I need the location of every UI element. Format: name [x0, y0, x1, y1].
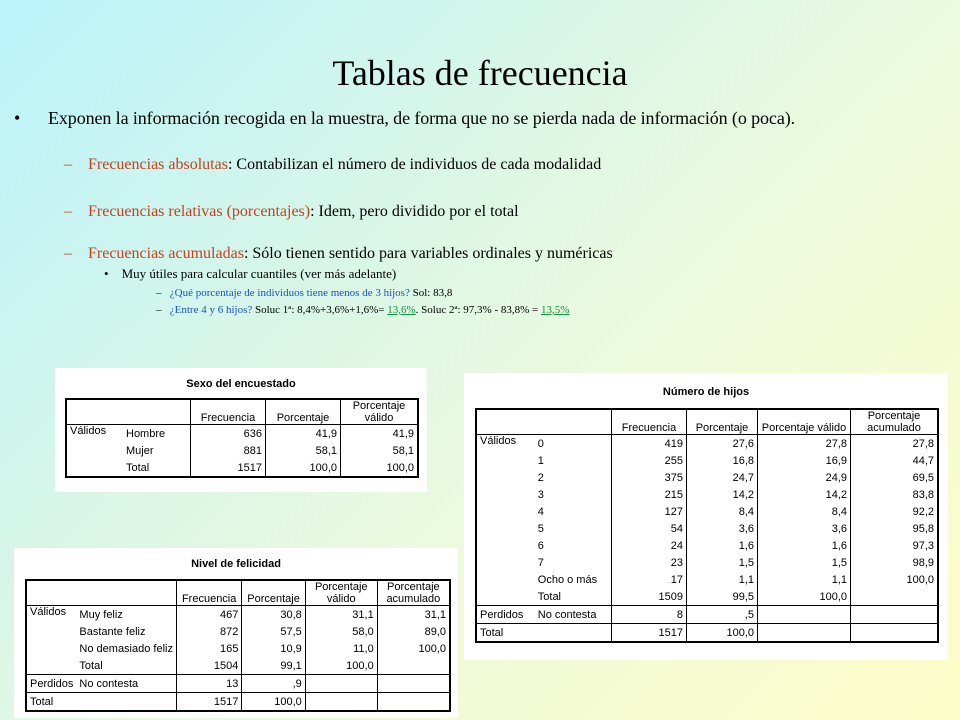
cell: 127 — [612, 503, 687, 520]
item-cumulative — [64, 245, 613, 263]
row-label: No demasiado feliz — [76, 640, 176, 657]
cell: ,5 — [687, 606, 758, 624]
table-row — [476, 588, 938, 606]
table-row — [26, 623, 450, 640]
cell — [851, 624, 939, 643]
cell: 636 — [191, 425, 266, 443]
cell: 100,0 — [418, 642, 446, 655]
col-header: Frecuencia — [612, 409, 687, 435]
dash-icon: – — [156, 287, 162, 299]
cell: 24 — [612, 537, 687, 554]
table-row — [476, 469, 938, 486]
table-row — [476, 554, 938, 571]
cell: 100,0 — [242, 693, 305, 712]
question-2-text: ¿Entre 4 y 6 hijos? — [169, 304, 253, 316]
col-header: Porcentaje — [242, 580, 305, 606]
table-row — [476, 435, 938, 453]
cell: 100,0 — [758, 588, 851, 606]
cell: 97,3 — [912, 539, 934, 552]
cell: 1517 — [176, 693, 241, 712]
table-row — [26, 693, 450, 712]
corner-cell — [26, 580, 176, 606]
row-group-label: Válidos — [476, 435, 535, 606]
cell: 57,5 — [242, 623, 305, 640]
row-group-label: Total — [476, 624, 612, 643]
cell: 1,1 — [758, 571, 851, 588]
cell: 99,5 — [687, 588, 758, 606]
cell — [305, 675, 377, 693]
table-row — [26, 640, 450, 657]
cell: 17 — [612, 571, 687, 588]
cell — [377, 657, 450, 675]
dash-icon: – — [64, 156, 72, 173]
cell: ,9 — [242, 675, 305, 693]
table-row — [476, 537, 938, 554]
term-absolute: Frecuencias absolutas — [88, 156, 228, 173]
row-label: Ocho o más — [535, 571, 612, 588]
page-title: Tablas de frecuencia — [332, 53, 628, 93]
desc-absolute: : Contabilizan el número de individuos de cada modalidad — [227, 156, 602, 173]
cell — [758, 606, 851, 624]
table-row — [66, 425, 418, 443]
cell: 8,4 — [687, 503, 758, 520]
desc-relative: : Idem, pero dividido por el total — [310, 203, 519, 220]
table-row — [476, 520, 938, 537]
row-label: 3 — [535, 486, 612, 503]
col-header: Frecuencia — [176, 580, 241, 606]
table-row — [476, 571, 938, 588]
col-header: Porcentaje válido — [305, 580, 377, 606]
cell: 1517 — [612, 624, 687, 643]
term-cumulative: Frecuencias acumuladas — [88, 245, 244, 262]
cell — [758, 624, 851, 643]
term-relative: Frecuencias relativas (porcentajes) — [88, 203, 311, 220]
cell: 98,9 — [912, 556, 934, 569]
cell: 1,5 — [758, 554, 851, 571]
cell: 24,9 — [758, 469, 851, 486]
table-felicidad-panel — [14, 548, 458, 718]
row-label: 1 — [535, 452, 612, 469]
col-header: Porcentaje válido — [758, 409, 851, 435]
cell: 31,1 — [377, 606, 450, 624]
item-relative — [64, 203, 519, 221]
row-group-label: Total — [26, 693, 176, 712]
row-label: Muy feliz — [76, 606, 176, 624]
row-group-label: Perdidos — [26, 675, 76, 693]
row-label: 4 — [535, 503, 612, 520]
cell: 3,6 — [758, 520, 851, 537]
row-group-label: Perdidos — [476, 606, 535, 624]
cell: 215 — [612, 486, 687, 503]
row-label: No contesta — [535, 606, 612, 624]
table-felicidad-title: Nivel de felicidad — [191, 558, 281, 570]
cell: 8 — [612, 606, 687, 624]
question-2-part1: Soluc 1ª: 8,4%+3,6%+1,6%= — [252, 304, 388, 316]
row-label: Total — [76, 657, 176, 675]
cell: 1,6 — [758, 537, 851, 554]
col-header: Porcentaje — [266, 399, 341, 425]
cell: 375 — [612, 469, 687, 486]
table-row — [476, 624, 938, 643]
cell — [851, 606, 939, 624]
cell: 30,8 — [242, 606, 305, 624]
cell: 58,1 — [266, 442, 341, 459]
cell — [851, 588, 939, 606]
dash-icon: – — [64, 245, 72, 262]
cell: 27,8 — [851, 435, 939, 453]
row-label: Hombre — [123, 425, 191, 443]
table-row — [476, 452, 938, 469]
col-header: Porcentaje — [687, 409, 758, 435]
level2-text: Muy útiles para calcular cuantiles (ver más adelante) — [121, 266, 397, 281]
table-row — [26, 606, 450, 624]
table-hijos-title: Número de hijos — [662, 386, 750, 398]
item-absolute — [64, 156, 601, 174]
cell: 95,8 — [912, 522, 934, 535]
cell: 41,9 — [266, 425, 341, 443]
table-sexo-title: Sexo del encuestado — [186, 378, 296, 390]
cell: 58,0 — [305, 623, 377, 640]
cell: 1,6 — [687, 537, 758, 554]
bullet-icon: • — [104, 266, 109, 281]
col-header: Porcentaje válido — [341, 399, 419, 425]
row-label: Bastante feliz — [76, 623, 176, 640]
question-2-part2: . Soluc 2ª: 97,3% - 83,8% = — [415, 304, 541, 316]
table-hijos-panel — [464, 373, 948, 660]
cell: 100,0 — [386, 461, 414, 474]
col-header: Porcentaje acumulado — [851, 409, 939, 435]
row-label: 6 — [535, 537, 612, 554]
row-label: 5 — [535, 520, 612, 537]
cell: 1517 — [191, 459, 266, 477]
answer-link-2[interactable]: 13,5% — [541, 304, 570, 316]
cell: 44,7 — [912, 454, 934, 467]
answer-link-1[interactable]: 13,6% — [387, 304, 416, 316]
question-1-answer: Sol: 83,8 — [409, 287, 453, 299]
cell: 1,5 — [687, 554, 758, 571]
cell: 99,1 — [242, 657, 305, 675]
dash-icon: – — [156, 304, 162, 316]
cell: 165 — [176, 640, 241, 657]
table-row — [26, 657, 450, 675]
question-2 — [156, 304, 569, 316]
cell — [377, 693, 450, 712]
desc-cumulative: : Sólo tienen sentido para variables ordinales y numéricas — [243, 245, 613, 262]
table-row — [476, 486, 938, 503]
row-label: Mujer — [123, 442, 191, 459]
corner-cell — [476, 409, 612, 435]
cell: 27,8 — [758, 435, 851, 453]
bullet-icon: • — [14, 108, 21, 128]
cell: 11,0 — [305, 640, 377, 657]
cell: 31,1 — [305, 606, 377, 624]
corner-cell — [66, 399, 191, 425]
cell: 24,7 — [687, 469, 758, 486]
cell: 100,0 — [305, 657, 377, 675]
row-label: 7 — [535, 554, 612, 571]
cell: 419 — [612, 435, 687, 453]
cell: 8,4 — [758, 503, 851, 520]
cell: 92,2 — [912, 505, 934, 518]
row-group-label: Válidos — [26, 606, 76, 675]
cell: 13 — [176, 675, 241, 693]
cell: 16,9 — [758, 452, 851, 469]
question-1 — [156, 287, 452, 299]
cell: 1504 — [176, 657, 241, 675]
table-row — [476, 503, 938, 520]
cell — [377, 675, 450, 693]
cell: 69,5 — [912, 471, 934, 484]
cell: 23 — [612, 554, 687, 571]
cell: 89,0 — [424, 625, 446, 638]
table-felicidad — [25, 579, 451, 712]
cell: 27,6 — [687, 435, 758, 453]
table-sexo — [65, 398, 419, 478]
cell: 14,2 — [687, 486, 758, 503]
row-label: 0 — [535, 435, 612, 453]
cell: 881 — [191, 442, 266, 459]
cell: 1,1 — [687, 571, 758, 588]
cell: 100,0 — [906, 573, 934, 586]
col-header: Frecuencia — [191, 399, 266, 425]
table-sexo-panel — [55, 368, 427, 492]
table-row — [476, 606, 938, 624]
level2-bullet — [104, 266, 396, 282]
dash-icon: – — [64, 203, 72, 220]
row-label: No contesta — [76, 675, 176, 693]
row-label: Total — [535, 588, 612, 606]
row-group-label: Válidos — [66, 425, 123, 478]
cell: 100,0 — [266, 459, 341, 477]
cell: 1509 — [612, 588, 687, 606]
row-label: Total — [123, 459, 191, 477]
cell — [305, 693, 377, 712]
cell: 41,9 — [341, 425, 419, 443]
cell: 54 — [612, 520, 687, 537]
cell: 467 — [176, 606, 241, 624]
cell: 16,8 — [687, 452, 758, 469]
cell: 100,0 — [687, 624, 758, 643]
cell: 14,2 — [758, 486, 851, 503]
table-hijos — [475, 408, 939, 643]
table-row — [26, 675, 450, 693]
cell: 83,8 — [912, 488, 934, 501]
row-label: 2 — [535, 469, 612, 486]
cell: 10,9 — [242, 640, 305, 657]
question-1-text: ¿Qué porcentaje de individuos tiene menos de 3 hijos? — [169, 287, 410, 299]
intro-text: Exponen la información recogida en la muestra, de forma que no se pierda nada de información (o poca). — [48, 108, 795, 128]
cell: 58,1 — [392, 444, 414, 457]
cell: 872 — [176, 623, 241, 640]
col-header: Porcentaje acumulado — [377, 580, 450, 606]
cell: 3,6 — [687, 520, 758, 537]
cell: 255 — [612, 452, 687, 469]
